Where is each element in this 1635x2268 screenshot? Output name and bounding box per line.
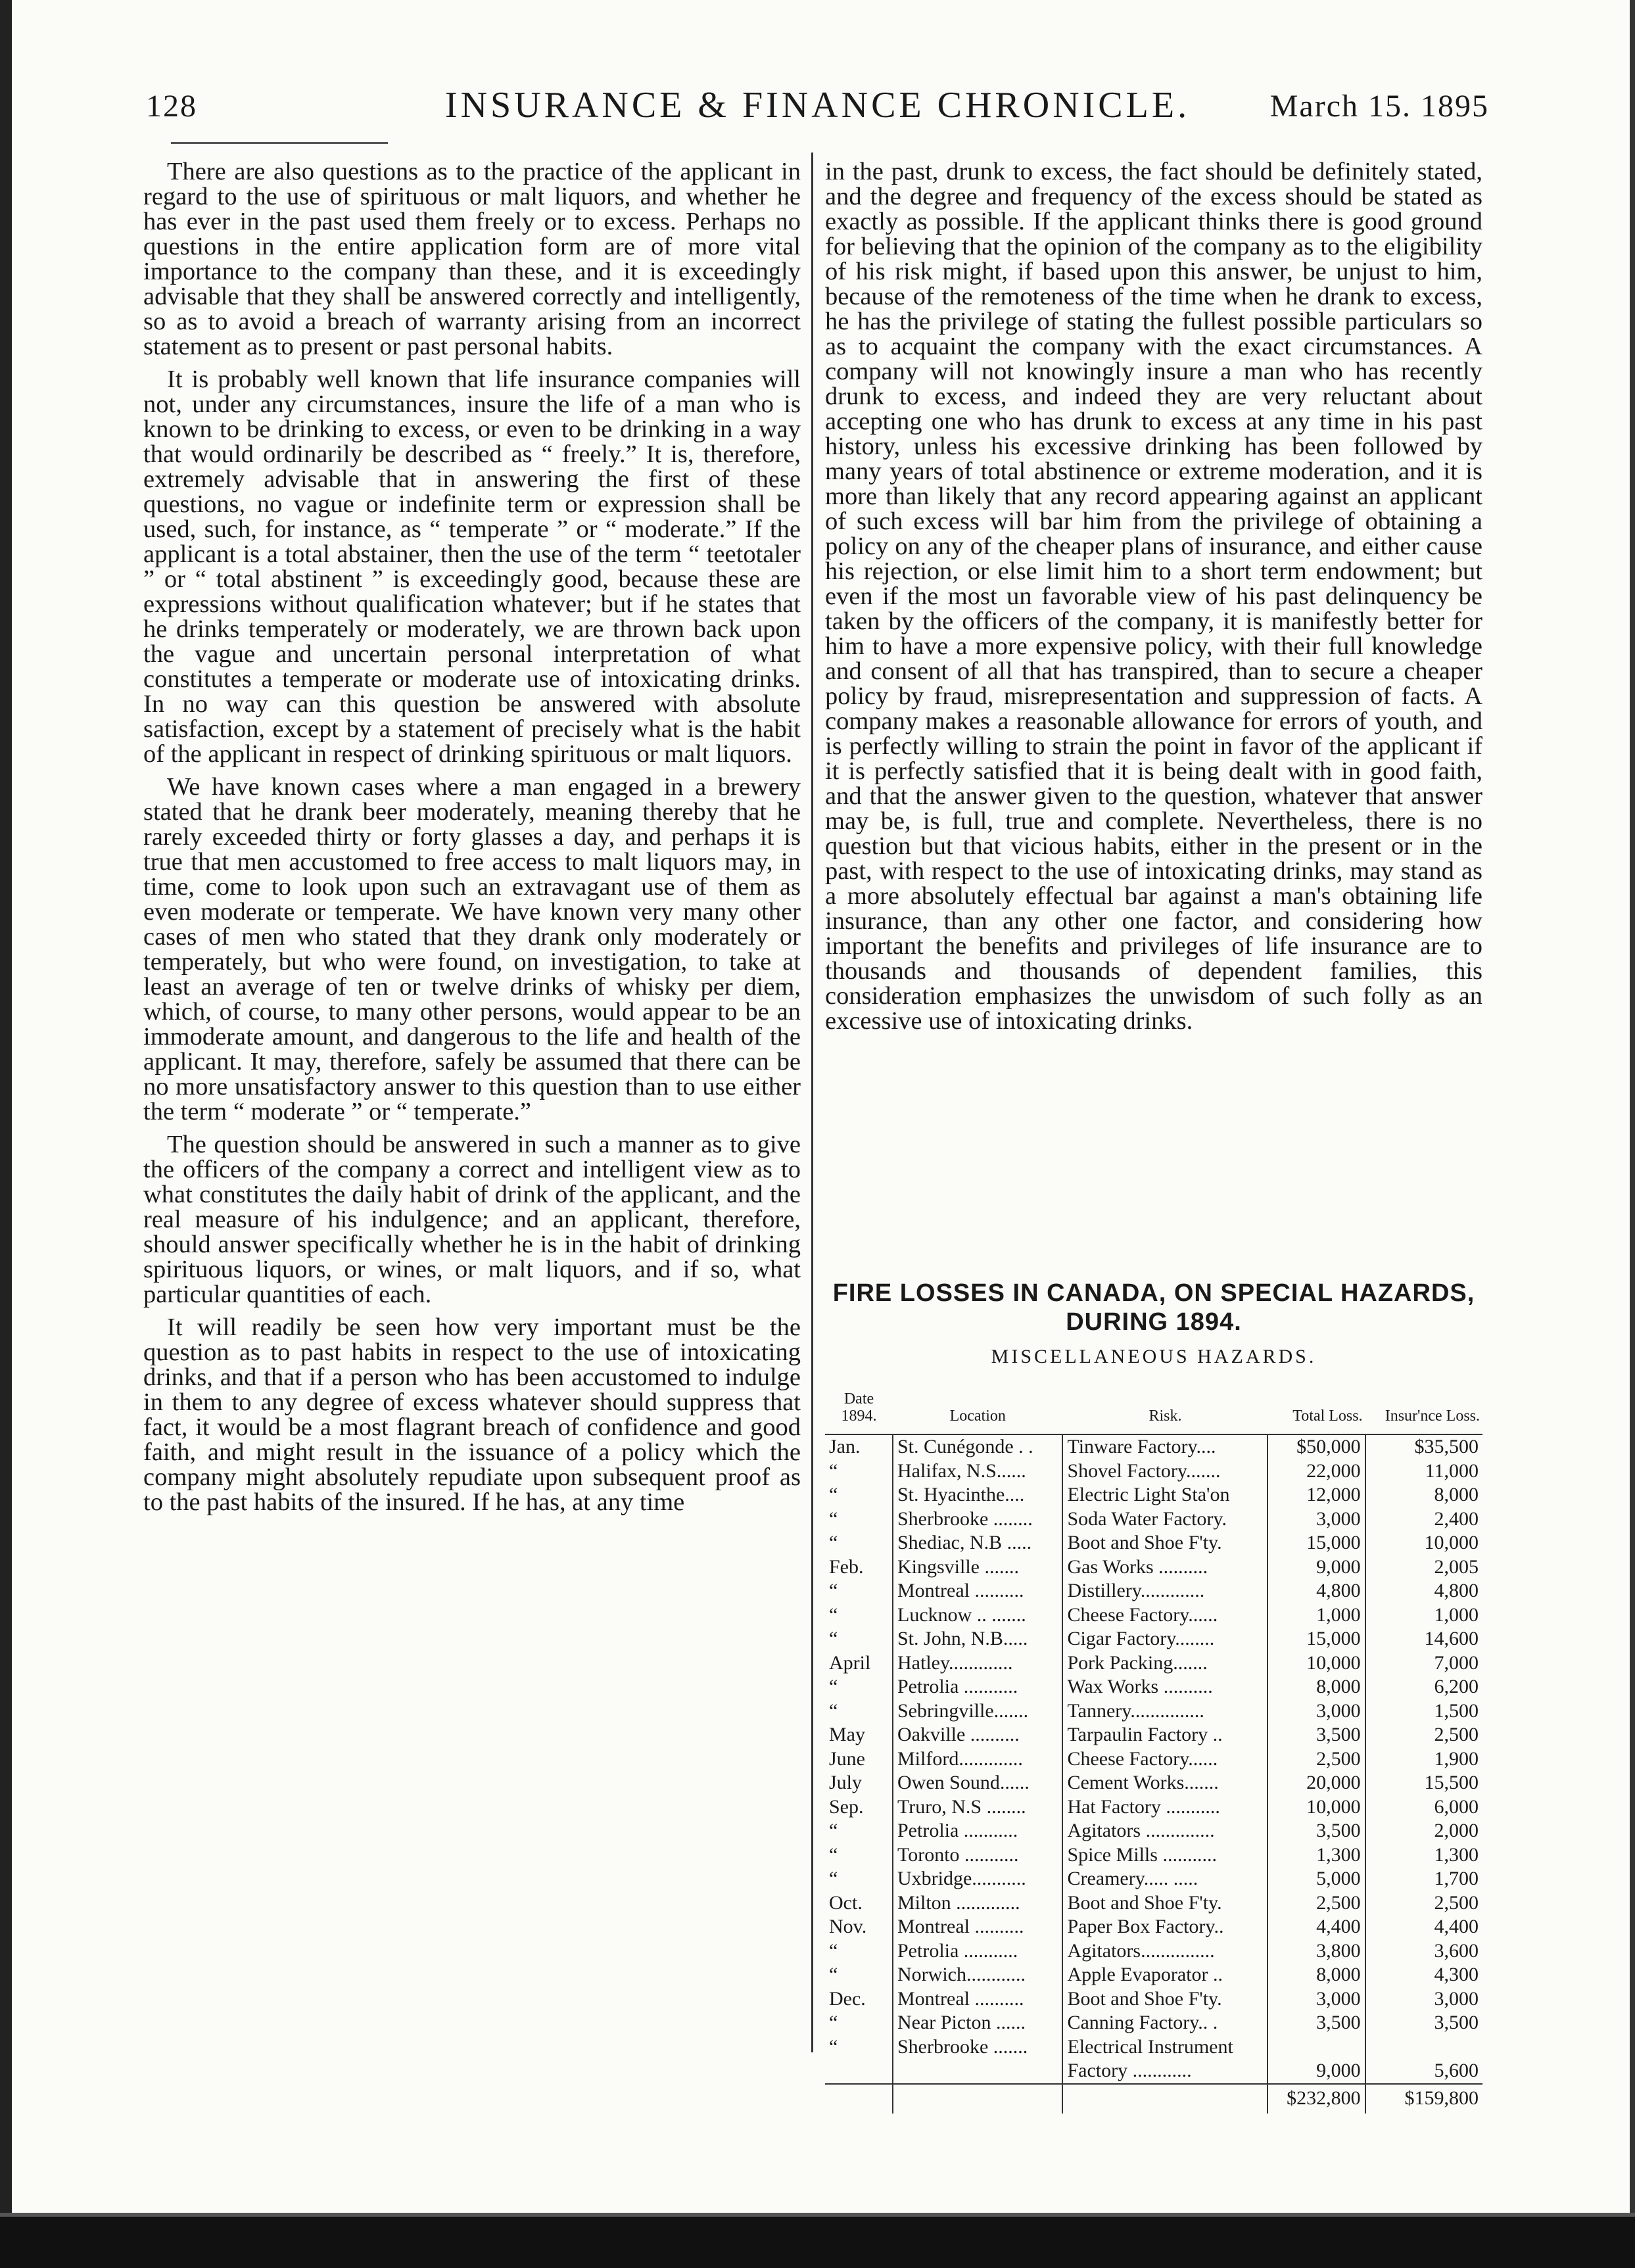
row-risk: Cheese Factory...... — [1062, 1603, 1268, 1628]
row-total-loss: 15,000 — [1268, 1531, 1365, 1555]
row-location: Petrolia ........... — [893, 1819, 1062, 1843]
row-insurance-loss: 7,000 — [1365, 1651, 1482, 1676]
header-risk: Risk. — [1062, 1386, 1268, 1434]
row-insurance-loss: 2,500 — [1365, 1723, 1482, 1747]
page-header — [131, 84, 1504, 137]
row-total-loss: 20,000 — [1268, 1771, 1365, 1795]
table-row — [825, 1579, 1482, 1603]
row-total-loss: 1,000 — [1268, 1603, 1365, 1628]
row-total-loss: 8,000 — [1268, 1675, 1365, 1699]
row-date: Dec. — [829, 1987, 866, 2010]
row-risk: Agitators............... — [1062, 1939, 1268, 1964]
table-row — [825, 1771, 1482, 1795]
row-risk: Shovel Factory....... — [1062, 1459, 1268, 1484]
table-row — [825, 2035, 1482, 2060]
row-risk: Canning Factory.. . — [1062, 2011, 1268, 2035]
row-insurance-loss: 1,500 — [1365, 1699, 1482, 1724]
row-risk: Cheese Factory...... — [1062, 1747, 1268, 1772]
row-risk: Agitators .............. — [1062, 1819, 1268, 1843]
table-header-row — [825, 1386, 1482, 1434]
row-location: Uxbridge........... — [893, 1867, 1062, 1891]
header-total-loss: Total Loss. — [1268, 1386, 1365, 1434]
row-date: April — [829, 1651, 871, 1674]
table-row — [825, 1915, 1482, 1939]
paragraph: in the past, drunk to excess, the fact should be definitely stated, and the degree and frequency of the excess should be stated as exactly as possible. If the applicant thinks there is good ground for believing that the opinion of the company as to the eligibility of his risk might, if based upon this answer, be unjust to him, because of the remoteness of the time when he drank to excess, he has the privilege of stating the fullest possible particulars so as to acquaint the company with the exact circumstances. A company will not knowingly insure a man who has recently drunk to excess, and indeed they are very reluctant about accepting one who has drunk to excess at any time in his past history, unless his excessive drinking has been followed by many years of total abstinence or extreme moderation, and it is more than likely that any record appearing against an applicant of such excess will bar him from the privilege of obtaining a policy on any of the cheaper plans of insurance, and either cause his rejection, or else limit him to a short term endowment; but even if the most un favorable view of his past delinquency be taken by the officers of the company, it is manifestly better for him to have a more expensive policy, with their full knowledge and consent of all that has transpired, than to secure a cheaper policy by fraud, misrepresentation and suppression of facts. A company makes a reasonable allowance for errors of youth, and is perfectly willing to strain the point in favor of the applicant if it is perfectly satisfied that it is being dealt with in good faith, and that the answer given to the question, whatever that answer may be, is full, true and complete. Nevertheless, there is no question but that vicious habits, either in the present or in the past, with respect to the use of intoxicating drinks, may stand as a more absolutely effectual bar against a man's obtaining life insurance, than any other one factor, and considering how important the benefits and privileges of life insurance are to thousands and thousands of dependent families, this consideration emphasizes the unwisdom of such folly as an excessive use of intoxicating drinks. — [825, 158, 1482, 1035]
row-insurance-loss: 1,300 — [1365, 1843, 1482, 1868]
fire-losses-table-section — [825, 1279, 1482, 2114]
scan-edge-right — [1630, 0, 1635, 2268]
row-risk: Tarpaulin Factory .. — [1062, 1723, 1268, 1747]
row-date: “ — [829, 1484, 838, 1505]
row-location: Milton ............. — [893, 1891, 1062, 1916]
table-row — [825, 1434, 1482, 1459]
row-location: Milford............. — [893, 1747, 1062, 1772]
row-location: Norwich............ — [893, 1963, 1062, 1987]
row-risk: Boot and Shoe F'ty. — [1062, 1531, 1268, 1555]
table-row — [825, 1675, 1482, 1699]
row-insurance-loss: 4,400 — [1365, 1915, 1482, 1939]
row-location — [893, 2059, 1062, 2084]
table-row — [825, 1651, 1482, 1676]
row-total-loss: 4,400 — [1268, 1915, 1365, 1939]
row-location: Sherbrooke ....... — [893, 2035, 1062, 2060]
row-risk: Electrical Instrument — [1062, 2035, 1268, 2060]
row-insurance-loss: 2,400 — [1365, 1507, 1482, 1532]
row-date: “ — [829, 1507, 838, 1530]
totals-spacer — [1062, 2084, 1268, 2114]
row-location: Lucknow .. ....... — [893, 1603, 1062, 1628]
header-location: Location — [893, 1386, 1062, 1434]
table-row — [825, 1891, 1482, 1916]
row-location: Near Picton ...... — [893, 2011, 1062, 2035]
row-insurance-loss: $35,500 — [1365, 1434, 1482, 1459]
row-location: Hatley............. — [893, 1651, 1062, 1676]
row-total-loss: 3,000 — [1268, 1987, 1365, 2012]
row-insurance-loss: 2,500 — [1365, 1891, 1482, 1916]
row-date: May — [829, 1724, 865, 1745]
scan-bottom-edge — [0, 2217, 1635, 2268]
table-row — [825, 1507, 1482, 1532]
row-location: Montreal .......... — [893, 1987, 1062, 2012]
row-insurance-loss: 6,200 — [1365, 1675, 1482, 1699]
table-row — [825, 1747, 1482, 1772]
row-location: Shediac, N.B ..... — [893, 1531, 1062, 1555]
issue-date: March 15. 1895 — [1269, 89, 1489, 124]
row-total-loss: 4,800 — [1268, 1579, 1365, 1603]
row-total-loss: 3,000 — [1268, 1699, 1365, 1724]
table-row — [825, 2011, 1482, 2035]
row-location: Oakville .......... — [893, 1723, 1062, 1747]
left-column — [143, 159, 801, 1515]
row-insurance-loss: 4,300 — [1365, 1963, 1482, 1987]
header-date: Date 1894. — [825, 1386, 893, 1434]
row-date: “ — [829, 1532, 838, 1553]
row-total-loss — [1268, 2035, 1365, 2060]
paragraph: We have known cases where a man engaged in a brewery stated that he drank beer moderately, meaning thereby that he rarely exceeded thirty or forty glasses a day, and perhaps it is true that men accustomed to free access to malt liquors may, in time, come to look upon such an extravagant use of them as even moderate or temperate. We have known very many other cases of men who stated that they drank only moderately or temperately, but who were found, on investigation, to take at least an average of ten or twelve drinks of whisky per diem, which, of course, to many other persons, would appear to be an immoderate amount, and dangerous to the life and health of the applicant. It may, therefore, safely be assumed that there can be no more unsatisfactory answer to this question than to use either the term “ moderate ” or “ temperate.” — [143, 773, 801, 1125]
row-risk: Apple Evaporator .. — [1062, 1963, 1268, 1987]
row-date: Jan. — [829, 1436, 861, 1457]
row-total-loss: 3,500 — [1268, 1723, 1365, 1747]
row-location: Kingsville ....... — [893, 1555, 1062, 1580]
row-date: July — [829, 1772, 863, 1793]
table-row — [825, 1603, 1482, 1628]
table-row — [825, 1795, 1482, 1820]
table-row — [825, 1531, 1482, 1555]
row-risk: Paper Box Factory.. — [1062, 1915, 1268, 1939]
row-total-loss: 12,000 — [1268, 1483, 1365, 1507]
row-insurance-loss: 1,700 — [1365, 1867, 1482, 1891]
table-row — [825, 1963, 1482, 1987]
row-location: St. Cunégonde . . — [893, 1434, 1062, 1459]
row-date: “ — [829, 2012, 838, 2033]
right-column — [825, 159, 1482, 1033]
row-location: Petrolia ........... — [893, 1675, 1062, 1699]
row-risk: Tinware Factory.... — [1062, 1434, 1268, 1459]
row-insurance-loss: 15,500 — [1365, 1771, 1482, 1795]
row-risk: Soda Water Factory. — [1062, 1507, 1268, 1532]
row-risk: Factory ............ — [1062, 2059, 1268, 2084]
row-location: Montreal .......... — [893, 1579, 1062, 1603]
row-risk: Cigar Factory........ — [1062, 1627, 1268, 1651]
row-total-loss: 10,000 — [1268, 1795, 1365, 1820]
table-row — [825, 1459, 1482, 1484]
row-location: Halifax, N.S...... — [893, 1459, 1062, 1484]
row-total-loss: $50,000 — [1268, 1434, 1365, 1459]
row-location: Sebringville....... — [893, 1699, 1062, 1724]
row-total-loss: 3,500 — [1268, 1819, 1365, 1843]
row-total-loss: 2,500 — [1268, 1747, 1365, 1772]
row-total-loss: 2,500 — [1268, 1891, 1365, 1916]
table-row — [825, 1627, 1482, 1651]
row-risk: Cement Works....... — [1062, 1771, 1268, 1795]
paragraph: It will readily be seen how very important must be the question as to past habits in respect to the use of intoxicating drinks, and that if a person who has been accustomed to indulge in them to any degree of excess whatever should suppress that fact, it would be a most flagrant breach of confidence and good faith, and might result in the issuance of a policy which the company might absolutely repudiate upon subsequent proof as to the past habits of the insured. If he has, at any time — [143, 1313, 801, 1516]
table-row — [825, 1483, 1482, 1507]
column-divider — [811, 153, 813, 2052]
row-location: Petrolia ........... — [893, 1939, 1062, 1964]
row-total-loss: 10,000 — [1268, 1651, 1365, 1676]
row-date: Feb. — [829, 1555, 864, 1578]
table-row — [825, 2059, 1482, 2084]
row-insurance-loss: 2,005 — [1365, 1555, 1482, 1580]
row-location: Toronto ........... — [893, 1843, 1062, 1868]
row-insurance-loss: 1,900 — [1365, 1747, 1482, 1772]
table-row — [825, 1867, 1482, 1891]
row-date: “ — [829, 1459, 838, 1482]
row-insurance-loss: 11,000 — [1365, 1459, 1482, 1484]
row-location: Montreal .......... — [893, 1915, 1062, 1939]
row-total-loss: 22,000 — [1268, 1459, 1365, 1484]
row-total-loss: 9,000 — [1268, 1555, 1365, 1580]
row-risk: Boot and Shoe F'ty. — [1062, 1891, 1268, 1916]
row-date: “ — [829, 1580, 838, 1601]
row-risk: Pork Packing....... — [1062, 1651, 1268, 1676]
row-insurance-loss: 3,500 — [1365, 2011, 1482, 2035]
grand-total-insurance-loss: $159,800 — [1365, 2084, 1482, 2114]
row-date — [825, 2059, 893, 2084]
paragraph: There are also questions as to the practice of the applicant in regard to the use of spirituous or malt liquors, and whether he has ever in the past used them freely or to excess. Perhaps no questions in the entire application form are of more vital importance to the company than these, and it is exceedingly advisable that they shall be answered correctly and intelligently, so as to avoid a breach of warranty arising from an incorrect statement as to present or past personal habits. — [143, 158, 801, 360]
row-location: Sherbrooke ........ — [893, 1507, 1062, 1532]
totals-row — [825, 2084, 1482, 2114]
row-date: “ — [829, 1868, 838, 1889]
row-date: “ — [829, 1939, 838, 1962]
row-risk: Hat Factory ........... — [1062, 1795, 1268, 1820]
row-insurance-loss: 5,600 — [1365, 2059, 1482, 2084]
header-insurance-loss: Insur'nce Loss. — [1365, 1386, 1482, 1434]
table-row — [825, 1843, 1482, 1868]
row-date: Nov. — [829, 1916, 867, 1937]
row-insurance-loss: 8,000 — [1365, 1483, 1482, 1507]
row-risk: Distillery............. — [1062, 1579, 1268, 1603]
row-location: Truro, N.S ........ — [893, 1795, 1062, 1820]
row-risk: Wax Works .......... — [1062, 1675, 1268, 1699]
row-insurance-loss: 2,000 — [1365, 1819, 1482, 1843]
table-row — [825, 1987, 1482, 2012]
row-location: Owen Sound...... — [893, 1771, 1062, 1795]
page-number: 128 — [146, 89, 197, 124]
table-title: FIRE LOSSES IN CANADA, ON SPECIAL HAZARDS, DURING 1894. — [832, 1279, 1475, 1336]
row-insurance-loss: 1,000 — [1365, 1603, 1482, 1628]
header-rule — [171, 142, 388, 144]
table-subtitle: MISCELLANEOUS HAZARDS. — [991, 1346, 1317, 1367]
row-location: St. John, N.B..... — [893, 1627, 1062, 1651]
row-risk: Gas Works .......... — [1062, 1555, 1268, 1580]
publication-title: INSURANCE & FINANCE CHRONICLE. — [444, 85, 1191, 126]
row-date: “ — [829, 1603, 838, 1626]
row-date: Sep. — [829, 1795, 864, 1818]
grand-total-loss: $232,800 — [1268, 2084, 1365, 2114]
row-risk: Creamery..... ..... — [1062, 1867, 1268, 1891]
row-location: St. Hyacinthe.... — [893, 1483, 1062, 1507]
table-row — [825, 1939, 1482, 1964]
table-row — [825, 1555, 1482, 1580]
row-date: “ — [829, 1628, 838, 1649]
row-insurance-loss: 3,600 — [1365, 1939, 1482, 1964]
row-total-loss: 5,000 — [1268, 1867, 1365, 1891]
row-total-loss: 9,000 — [1268, 2059, 1365, 2084]
table-row — [825, 1699, 1482, 1724]
row-date: “ — [829, 1843, 838, 1866]
scan-edge-left — [0, 0, 12, 2268]
row-insurance-loss: 14,600 — [1365, 1627, 1482, 1651]
row-insurance-loss: 6,000 — [1365, 1795, 1482, 1820]
row-insurance-loss: 4,800 — [1365, 1579, 1482, 1603]
totals-spacer — [825, 2084, 893, 2114]
paragraph: The question should be answered in such a manner as to give the officers of the company a correct and intelligent view as to what constitutes the daily habit of drink of the applicant, and the real measure of his indulgence; and an applicant, therefore, should answer specifically whether he is in the habit of drinking spirituous liquors, or wines, or malt liquors, and if so, what particular quantities of each. — [143, 1131, 801, 1308]
row-risk: Spice Mills ........... — [1062, 1843, 1268, 1868]
row-date: “ — [829, 1820, 838, 1841]
row-insurance-loss: 3,000 — [1365, 1987, 1482, 2012]
row-date: June — [829, 1747, 865, 1770]
row-date: “ — [829, 1964, 838, 1985]
row-date: Oct. — [829, 1891, 863, 1914]
row-insurance-loss — [1365, 2035, 1482, 2060]
row-total-loss: 3,500 — [1268, 2011, 1365, 2035]
row-total-loss: 8,000 — [1268, 1963, 1365, 1987]
row-date: “ — [829, 2035, 838, 2058]
table-row — [825, 1723, 1482, 1747]
row-total-loss: 15,000 — [1268, 1627, 1365, 1651]
row-risk: Tannery............... — [1062, 1699, 1268, 1724]
row-date: “ — [829, 1676, 838, 1697]
paragraph: It is probably well known that life insurance companies will not, under any circumstances, insure the life of a man who is known to be drinking to excess, or even to be drinking in a way that would ordinarily be described as “ freely.” It is, therefore, extremely advisable that in answering the first of these questions, no vague or indefinite term or expression shall be used, such, for instance, as “ temperate ” or “ moderate.” If the applicant is a total abstainer, then the use of the term “ teetotaler ” or “ total abstinent ” is exceedingly good, because these are expressions without qualification whatever; but if he states that he drinks temperately or moderately, we are thrown back upon the vague and uncertain personal interpretation of what constitutes a temperate or moderate use of intoxicating drinks. In no way can this question be answered with absolute satisfaction, except by a statement of precisely what is the habit of the applicant in respect of drinking spirituous or malt liquors. — [143, 366, 801, 768]
totals-spacer — [893, 2084, 1062, 2114]
fire-losses-table — [825, 1386, 1482, 2114]
row-total-loss: 1,300 — [1268, 1843, 1365, 1868]
row-total-loss: 3,800 — [1268, 1939, 1365, 1964]
row-date: “ — [829, 1699, 838, 1722]
row-risk: Electric Light Sta'on — [1062, 1483, 1268, 1507]
row-total-loss: 3,000 — [1268, 1507, 1365, 1532]
table-row — [825, 1819, 1482, 1843]
row-insurance-loss: 10,000 — [1365, 1531, 1482, 1555]
row-risk: Boot and Shoe F'ty. — [1062, 1987, 1268, 2012]
